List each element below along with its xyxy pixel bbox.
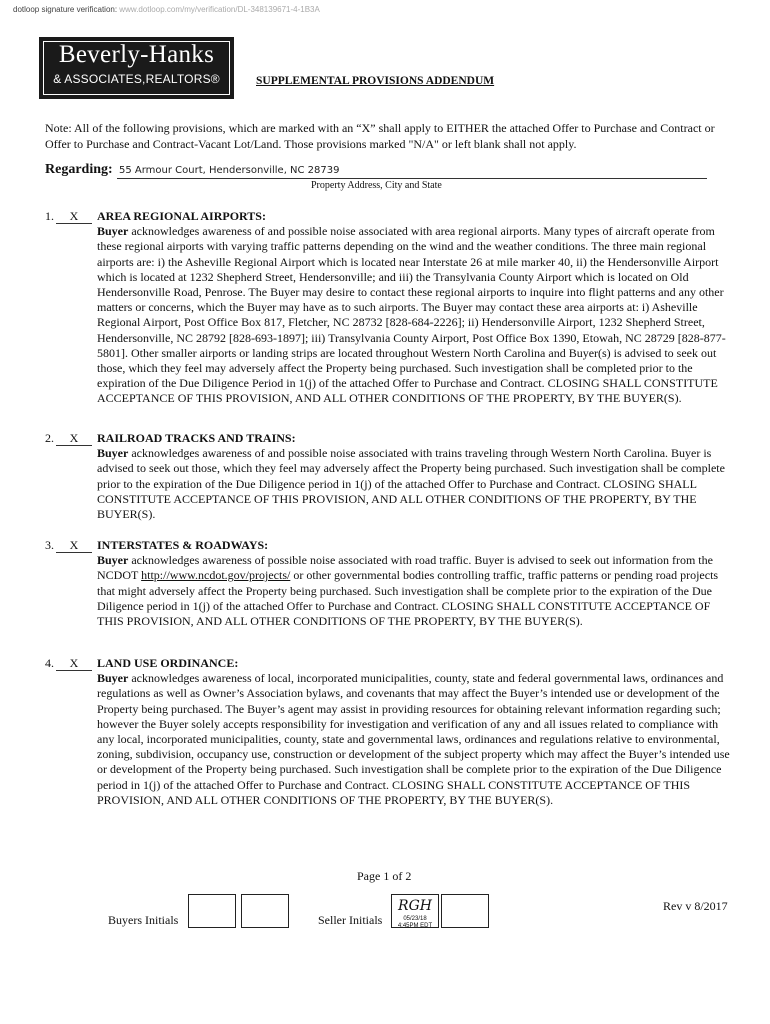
provision-number: 4. [45, 656, 54, 670]
address-caption: Property Address, City and State [311, 180, 442, 191]
provision-mark-field[interactable]: X [56, 209, 92, 224]
buyer-term: Buyer [97, 671, 129, 686]
signature-time: 4:45PM EDT [397, 923, 433, 929]
address-underline [117, 178, 707, 179]
provision-body: acknowledges awareness of local, incorporated municipalities, county, state and federal governmental laws, ordinances and regulations as well as Owner’s Association bylaws, and covenants that may affect the Buyer’s intended use or development of the Property being purchased. The Buyer’s agent may assist in providing resources for obtaining relevant information regarding such; however the Buyer solely accepts responsibility for investigation and verification of any and all issues related to compliance with any local, incorporated municipalities, county, state and governmental laws, ordinances and regulations relative to environmental, zoning, subdivision, occupancy use, construction or development of the subject property which may affect the Buyer’s intended use or development of the Property being purchased. Such investigation shall be complete prior to the expiration of the Due Diligence period in 1(j) of the attached Offer to Purchase and Contract. CLOSING SHALL CONSTITUTE ACCEPTANCE OF THIS PROVISION, AND ALL OTHER CONDITIONS OF THE PROPERTY, BY THE BUYER(S). [97, 671, 730, 807]
provision-mark-field[interactable]: X [56, 538, 92, 553]
buyer-initials-box-1[interactable] [188, 894, 236, 928]
provision-heading: LAND USE ORDINANCE: [97, 656, 239, 670]
page-number: Page 1 of 2 [357, 869, 412, 883]
note-paragraph: Note: All of the following provisions, which are marked with an “X” shall apply to EITHER the attached Offer to Purchase and Contract or Offer to Purchase and Contract-Vacant Lot/Land. Those provisions marked "N/A" or left blank shall not apply. [45, 121, 715, 151]
provision-body: acknowledges awareness of and possible noise associated with area regional airports. Many types of aircraft operate from these regional airports with varying traffic patterns depending on the wind and the weather conditions. The three main regional airports are: i) the Asheville Regional Airport which is located near Interstate 26 at mile marker 40, ii) the Hendersonville Airport which is located at 1232 Shepherd Street, Hendersonville; and iii) the Transylvania County Airport which is located on Old Hendersonville Road, Penrose. The Buyer may desire to contact these regional airports to inquire into flight patterns and any other matters or concerns, which the Buyer may have as to such airports. The Buyer may contact these area airports at: i) Asheville Regional Airport, Post Office Box 817, Fletcher, NC 28732 [828-684-2226]; ii) Hendersonville Airport, 1232 Shepherd Street, Hendersonville, NC 28792 [828-693-1897]; iii) Transylvania County Airport, Post Office Box 1390, Etowah, NC 28729 [828-877-5801]. Other smaller airports or landing strips are located throughout Western North Carolina and Buyer(s) is advised to seek out those, which they feel may adversely affect the Property being purchased. Such investigation shall be completed prior to the expiration of the Due Diligence Period in 1(j) of the attached Offer to Purchase and Contract. CLOSING SHALL CONSTITUTE ACCEPTANCE OF THIS PROVISION, AND ALL OTHER CONDITIONS OF THE PROPERTY, BY THE BUYER(S). [97, 224, 726, 406]
buyer-term: Buyer [97, 224, 129, 239]
verification-url[interactable]: www.dotloop.com/my/verification/DL-348139671-4-1B3A [119, 5, 320, 14]
provision-railroad [45, 431, 735, 522]
provision-airports [45, 209, 735, 407]
verification-label: dotloop signature verification: [13, 5, 118, 14]
provision-number: 1. [45, 209, 54, 223]
provision-heading: INTERSTATES & ROADWAYS: [97, 538, 269, 552]
dotloop-verification [13, 5, 320, 14]
provision-number: 2. [45, 431, 54, 445]
provision-interstates [45, 538, 735, 629]
provision-mark-field[interactable]: X [56, 431, 92, 446]
provision-mark-field[interactable]: X [56, 656, 92, 671]
property-address-field[interactable]: 55 Armour Court, Hendersonville, NC 28739 [119, 165, 340, 176]
buyer-term: Buyer [97, 446, 129, 461]
regarding-label: Regarding: [45, 162, 113, 177]
provision-body-start: acknowledges awareness of possible noise associated with road traffic. Buyer is advised to seek out information from the NCDOT [97, 553, 713, 583]
logo-line-1: Beverly-Hanks [58, 41, 215, 68]
provision-body-end: or other governmental bodies controlling traffic, traffic patterns or pending road projects that might adversely affect the Property being purchased. Such investigation shall be complete prior to the expiration of the Due Diligence period in 1(j) of the attached Offer to Purchase and Contract. CLOSING SHALL CONSTITUTE ACCEPTANCE OF THIS PROVISION, AND ALL OTHER CONDITIONS OF THE PROPERTY, BY THE BUYER(S). [97, 568, 719, 629]
document-title: SUPPLEMENTAL PROVISIONS ADDENDUM [256, 75, 495, 87]
provision-number: 3. [45, 538, 54, 552]
buyer-term: Buyer [97, 553, 129, 568]
provision-body: acknowledges awareness of and possible noise associated with trains traveling through Western North Carolina. Buyer is advised to seek out those, which they feel may adversely affect the Property being purchased. Such investigation shall be complete prior to the expiration of the Due Diligence period in 1(j) of the attached Offer to Purchase and Contract. CLOSING SHALL CONSTITUTE ACCEPTANCE OF THIS PROVISION, AND ALL OTHER CONDITIONS OF THE PROPERTY, BY THE BUYER(S). [97, 446, 725, 522]
buyers-initials-label: Buyers Initials [108, 913, 179, 927]
provision-heading: AREA REGIONAL AIRPORTS: [97, 209, 266, 223]
ncdot-link[interactable]: http://www.ncdot.gov/projects/ [141, 568, 291, 583]
revision-label: Rev v 8/2017 [663, 899, 728, 913]
buyer-initials-box-2[interactable] [241, 894, 289, 928]
logo-line-2: & ASSOCIATES,REALTORS® [53, 72, 220, 86]
seller-initials-box-1[interactable] [391, 894, 439, 928]
seller-initials-label: Seller Initials [318, 913, 383, 927]
company-logo [39, 37, 234, 99]
seller-initials-box-2[interactable] [441, 894, 489, 928]
seller-signature: RGH [398, 898, 432, 914]
signature-date: 05/23/18 [403, 916, 427, 922]
provision-heading: RAILROAD TRACKS AND TRAINS: [97, 431, 296, 445]
provision-land-use [45, 656, 735, 808]
